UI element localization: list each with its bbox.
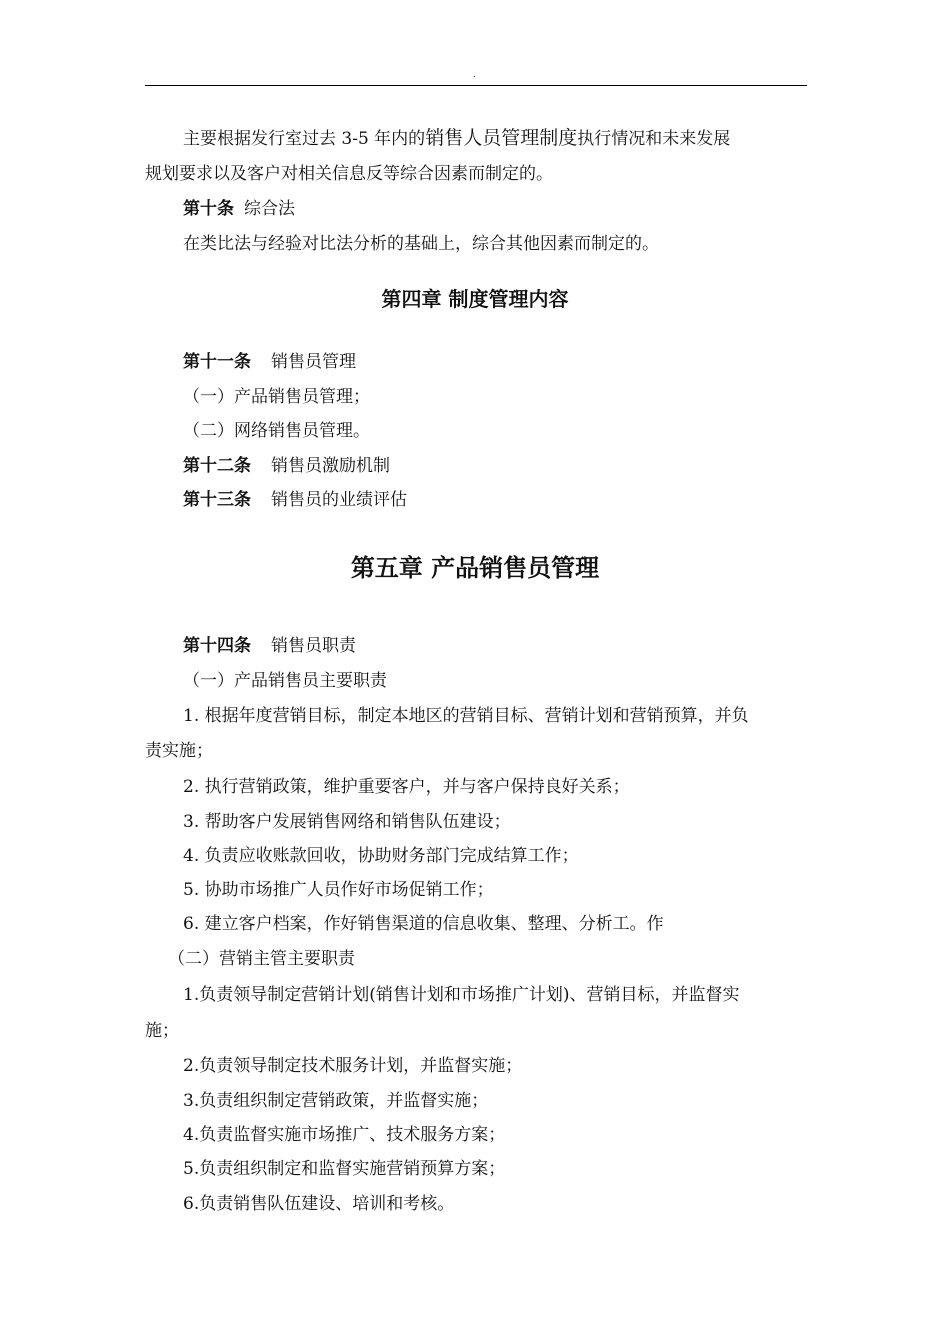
article-14-label: 第十四条 — [183, 636, 251, 656]
article-12-title: 销售员激励机制 — [271, 456, 390, 476]
article-12 — [183, 455, 390, 477]
article-13-title: 销售员的业绩评估 — [271, 490, 407, 510]
intro-line-1 — [183, 127, 730, 150]
list-item: （一）产品销售员管理； — [183, 387, 370, 407]
article-10-label: 第十条 — [183, 199, 234, 219]
list-item: 6.负责销售队伍建设、培训和考核。 — [183, 1194, 455, 1214]
article-11-label: 第十一条 — [183, 352, 251, 372]
list-item: 5. 协助市场推广人员作好市场促销工作； — [183, 880, 494, 900]
list-item: 1.负责领导制定营销计划(销售计划和市场推广计划)、营销目标，并监督实 — [183, 985, 740, 1005]
intro-text-emphasis: 销售人员管理制度 — [425, 127, 578, 149]
article-14 — [183, 635, 356, 657]
list-item: 1. 根据年度营销目标，制定本地区的营销目标、营销计划和营销预算，并负 — [183, 706, 749, 726]
article-11 — [183, 351, 356, 373]
section-1-heading: （一）产品销售员主要职责 — [183, 671, 387, 691]
list-item: 2. 执行营销政策，维护重要客户，并与客户保持良好关系； — [183, 777, 630, 797]
list-item: 4. 负责应收账款回收，协助财务部门完成结算工作； — [183, 846, 579, 866]
article-13-label: 第十三条 — [183, 490, 251, 510]
article-10-title: 综合法 — [244, 199, 295, 219]
article-12-label: 第十二条 — [183, 456, 251, 476]
intro-text-a: 主要根据发行室过去 3-5 年内的 — [183, 129, 426, 149]
list-item: 施； — [145, 1021, 179, 1041]
section-2-heading: （二）营销主管主要职责 — [168, 949, 355, 969]
article-14-title: 销售员职责 — [271, 636, 356, 656]
article-10-body: 在类比法与经验对比法分析的基础上，综合其他因素而制定的。 — [183, 234, 659, 254]
list-item: 责实施； — [145, 741, 213, 761]
list-item: 5.负责组织制定和监督实施营销预算方案； — [183, 1159, 506, 1179]
intro-text-c: 执行情况和未来发展 — [577, 129, 731, 149]
list-item: 3. 帮助客户发展销售网络和销售队伍建设； — [183, 812, 511, 832]
chapter-4-title: 第四章 制度管理内容 — [381, 287, 569, 311]
list-item: （二）网络销售员管理。 — [183, 421, 370, 441]
header-mark: . — [473, 70, 476, 79]
list-item: 2.负责领导制定技术服务计划，并监督实施； — [183, 1056, 523, 1076]
chapter-5-title: 第五章 产品销售员管理 — [350, 554, 600, 582]
article-13 — [183, 489, 407, 511]
list-item: 3.负责组织制定营销政策，并监督实施； — [183, 1091, 489, 1111]
article-10 — [183, 198, 295, 220]
intro-line-2: 规划要求以及客户对相关信息反等综合因素而制定的。 — [145, 164, 553, 184]
list-item: 4.负责监督实施市场推广、技术服务方案； — [183, 1125, 506, 1145]
article-11-title: 销售员管理 — [271, 352, 356, 372]
list-item: 6. 建立客户档案，作好销售渠道的信息收集、整理、分析工。作 — [183, 914, 664, 934]
header-rule — [145, 85, 807, 86]
